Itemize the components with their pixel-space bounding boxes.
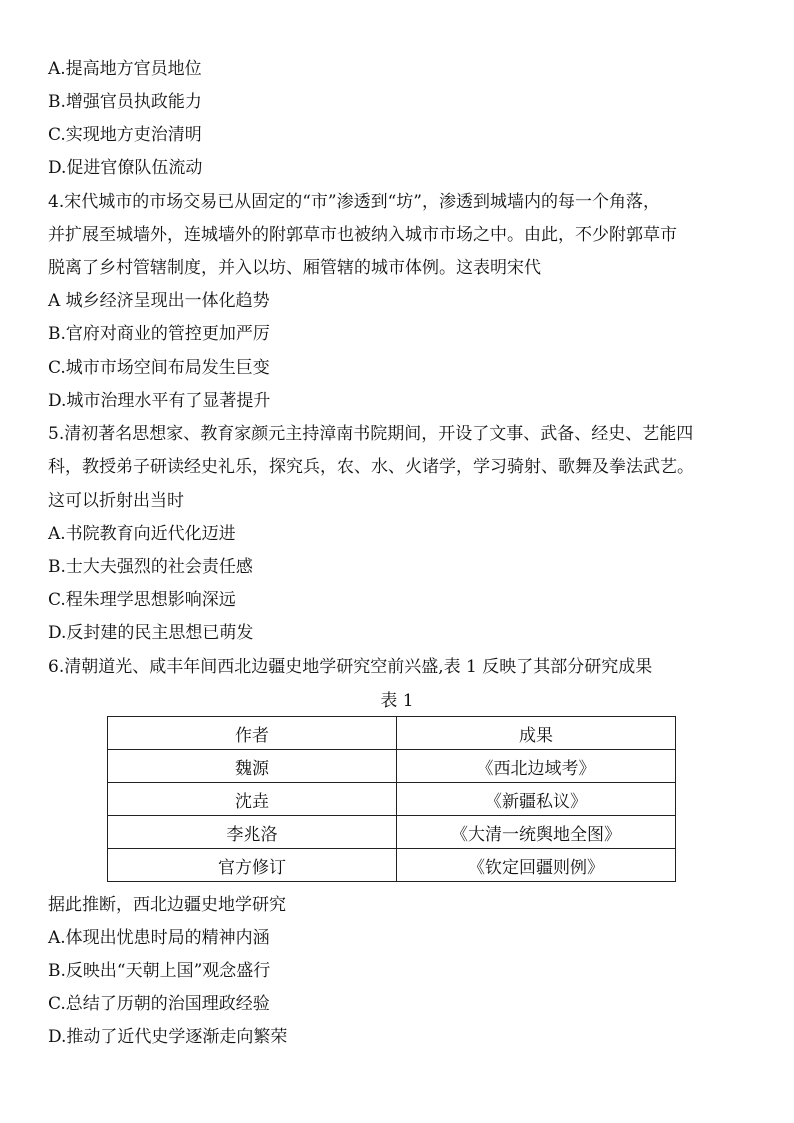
q5-stem-line-2: 科，教授弟子研读经史礼乐，探究兵，农、水、火诸学，学习骑射、歌舞及拳法武艺。 xyxy=(48,457,694,477)
table-cell-author: 魏源 xyxy=(108,750,397,783)
table-row xyxy=(108,750,676,783)
table-cell-author: 李兆洛 xyxy=(108,816,397,849)
table-header-author: 作者 xyxy=(108,717,397,750)
q6-option-c: C.总结了历朝的治国理政经验 xyxy=(48,994,270,1014)
q4-option-a: A 城乡经济呈现出一体化趋势 xyxy=(48,291,270,311)
q6-option-b: B.反映出“天朝上国”观念盛行 xyxy=(48,961,271,981)
table-cell-author: 官方修订 xyxy=(108,849,397,882)
q5-option-c: C.程朱理学思想影响深远 xyxy=(48,590,236,610)
q6-stem: 6.清朝道光、咸丰年间西北边疆史地学研究空前兴盛,表 1 反映了其部分研究成果 xyxy=(48,657,653,677)
research-results-table xyxy=(107,716,676,882)
q3-option-c: C.实现地方吏治清明 xyxy=(48,125,202,145)
table-caption: 表 1 xyxy=(380,691,414,711)
q4-stem-line-1: 4.宋代城市的市场交易已从固定的“市”渗透到“坊”，渗透到城墙内的每一个角落， xyxy=(48,192,660,212)
table-cell-result: 《新疆私议》 xyxy=(397,783,676,816)
q4-option-d: D.城市治理水平有了显著提升 xyxy=(48,391,271,411)
q4-stem-line-2: 并扩展至城墙外，连城墙外的附郭草市也被纳入城市市场之中。由此，不少附郭草市 xyxy=(48,225,677,245)
table-row xyxy=(108,849,676,882)
table-cell-result: 《大清一统舆地全图》 xyxy=(397,816,676,849)
table-header-row xyxy=(108,717,676,750)
q6-option-a: A.体现出忧患时局的精神内涵 xyxy=(48,928,270,948)
q4-stem-line-3: 脱离了乡村管辖制度，并入以坊、厢管辖的城市体例。这表明宋代 xyxy=(48,258,541,278)
table-row xyxy=(108,783,676,816)
q6-option-d: D.推动了近代史学逐渐走向繁荣 xyxy=(48,1027,288,1047)
q6-followup: 据此推断，西北边疆史地学研究 xyxy=(48,895,286,915)
q4-option-c: C.城市市场空间布局发生巨变 xyxy=(48,358,270,378)
q3-option-d: D.促进官僚队伍流动 xyxy=(48,158,203,178)
q3-option-a: A.提高地方官员地位 xyxy=(48,59,202,79)
table-cell-result: 《西北边域考》 xyxy=(397,750,676,783)
q4-option-b: B.官府对商业的管控更加严厉 xyxy=(48,324,270,344)
table-header-result: 成果 xyxy=(397,717,676,750)
table-cell-result: 《钦定回疆则例》 xyxy=(397,849,676,882)
q5-stem-line-3: 这可以折射出当时 xyxy=(48,491,184,511)
q5-option-a: A.书院教育向近代化迈进 xyxy=(48,524,236,544)
q3-option-b: B.增强官员执政能力 xyxy=(48,92,202,112)
table-row xyxy=(108,816,676,849)
q5-option-d: D.反封建的民主思想已萌发 xyxy=(48,623,254,643)
table-cell-author: 沈垚 xyxy=(108,783,397,816)
q5-stem-line-1: 5.清初著名思想家、教育家颜元主持漳南书院期间，开设了文事、武备、经史、艺能四 xyxy=(48,424,694,444)
q5-option-b: B.士大夫强烈的社会责任感 xyxy=(48,557,253,577)
